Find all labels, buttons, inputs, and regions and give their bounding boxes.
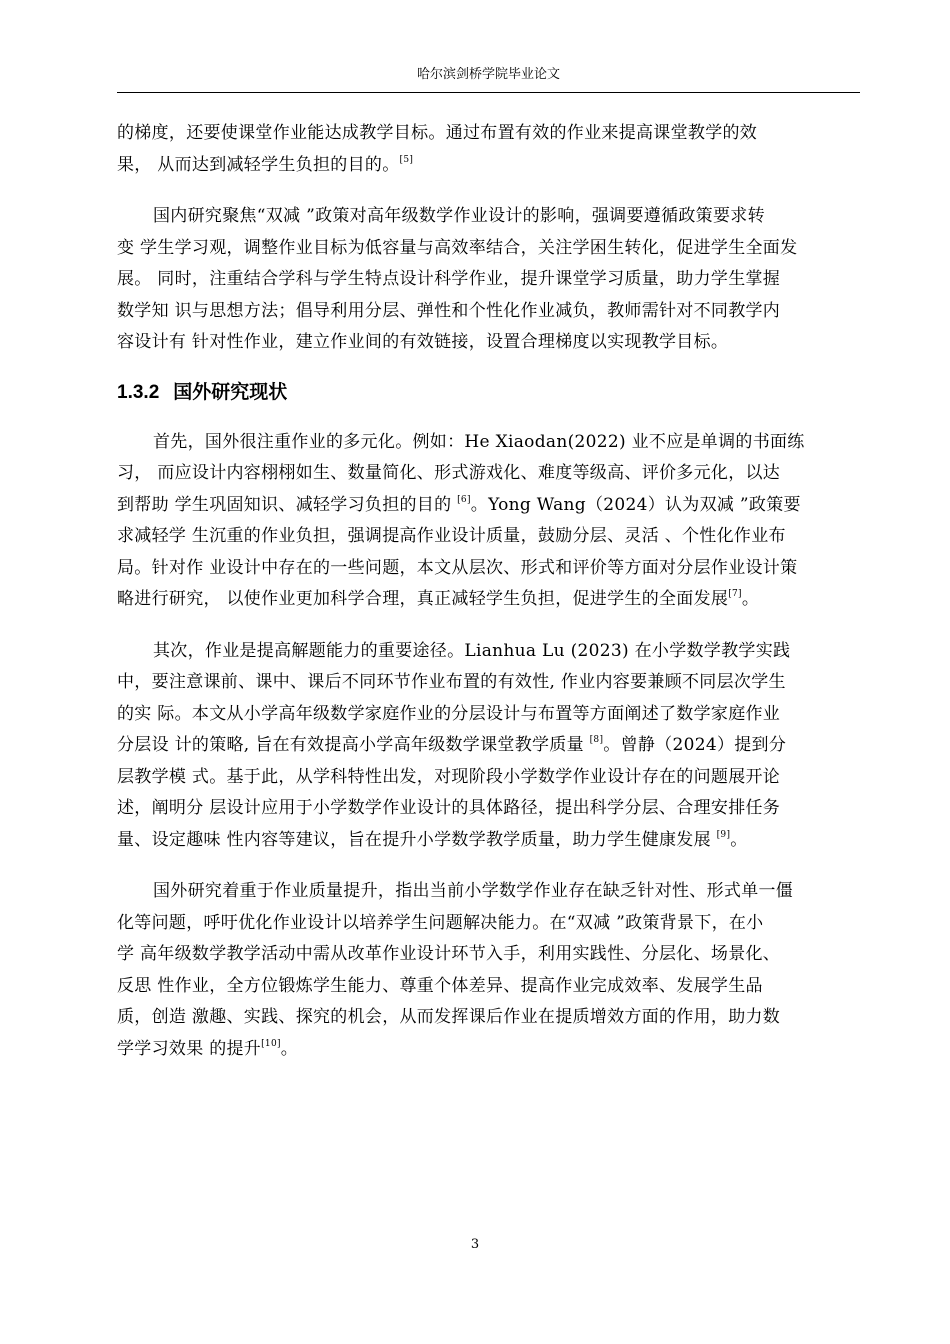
text-line: 层教学模 式。基于此，从学科特性出发，对现阶段小学数学作业设计存在的问题展开论 — [117, 766, 781, 787]
header-title: 哈尔滨剑桥学院毕业论文 — [416, 67, 560, 82]
text-line: 数学知 识与思想方法；倡导利用分层、弹性和个性化作业减负，教师需针对不同教学内 — [117, 300, 781, 321]
citation-ref[interactable]: [8] — [589, 735, 604, 745]
text-line: 反思 性作业，全方位锻炼学生能力、尊重个体差异、提高作业完成效率、发展学生品 — [117, 975, 763, 996]
text-segment: 。 — [280, 1038, 299, 1059]
text-line — [117, 427, 865, 459]
citation-ref[interactable]: [7] — [728, 589, 742, 599]
text-line — [117, 825, 865, 857]
text-segment: 学学习效果 的提升 — [117, 1038, 262, 1059]
text-line: 变 学生学习观，调整作业目标为低容量与高效率结合，关注学困生转化，促进学生全面发 — [117, 237, 798, 258]
text-line: 述，阐明分 层设计应用于小学数学作业设计的具体路径，提出科学分层、合理安排任务 — [117, 798, 781, 818]
text-segment: 略进行研究， 以使作业更加科学合理，真正减轻学生负担，促进学生的全面发展 — [117, 589, 729, 609]
text-line: 质，创造 激趣、实践、探究的机会，从而发挥课后作业在提质增效方面的作用，助力数 — [117, 1007, 781, 1027]
text-line — [117, 1034, 865, 1066]
text-segment: 国内研究聚焦“双减 ”政策对高年级数学作业设计的影响，强调要遵循政策要求转 — [153, 206, 765, 226]
text-segment: 到帮助 学生巩固知识、减轻学习负担的目的 — [117, 494, 458, 515]
text-segment: 。Yong Wang（2024）认为双减 ”政策要 — [470, 494, 801, 515]
text-line — [117, 584, 865, 616]
citation-ref[interactable]: [5] — [399, 154, 414, 165]
text-line: 的实 际。本文从小学高年级数学家庭作业的分层设计与布置等方面阐述了数学家庭作业 — [117, 703, 781, 724]
text-line: 中，要注意课前、课中、课后不同环节作业布置的有效性, 作业内容要兼顾不同层次学生 — [117, 672, 786, 692]
paragraph-domestic-research — [117, 201, 865, 359]
section-heading — [117, 377, 865, 407]
text-line — [117, 636, 865, 668]
text-line: 学 高年级数学教学活动中需从改革作业设计环节入手，利用实践性、分层化、场景化、 — [117, 944, 781, 964]
citation-ref[interactable]: [10] — [261, 1038, 281, 1049]
text-segment: 果， 从而达到减轻学生负担的目的。 — [117, 154, 400, 175]
page-header — [117, 66, 860, 93]
text-line: 习， 而应设计内容栩栩如生、数量简化、形式游戏化、难度等级高、评价多元化，以达 — [117, 463, 781, 483]
text-segment: 。 — [741, 589, 760, 609]
text-segment: 国外研究着重于作业质量提升，指出当前小学数学作业存在缺乏针对性、形式单一僵 — [153, 881, 794, 901]
paragraph-continuation — [117, 118, 865, 181]
page-body — [117, 118, 865, 1065]
paragraph-foreign-summary — [117, 876, 865, 1065]
citation-ref[interactable]: [9] — [716, 829, 731, 840]
citation-ref[interactable]: [6] — [457, 494, 471, 505]
paragraph-foreign-first — [117, 427, 865, 616]
text-segment: 分层设 计的策略, 旨在有效提高小学高年级数学课堂教学质量 — [117, 735, 590, 755]
text-line: 化等问题，呼吁优化作业设计以培养学生问题解决能力。在“双减 ”政策背景下，在小 — [117, 912, 764, 933]
text-segment: 。曾静（2024）提到分 — [603, 735, 787, 755]
text-line: 求减轻学 生沉重的作业负担，强调提高作业设计质量，鼓励分层、灵活 、个性化作业布 — [117, 526, 786, 546]
page-number: 3 — [470, 1237, 480, 1252]
text-line: 的梯度，还要使课堂作业能达成教学目标。通过布置有效的作业来提高课堂教学的效 — [117, 123, 758, 143]
paragraph-foreign-second — [117, 636, 865, 857]
text-line — [117, 876, 865, 908]
text-line — [117, 150, 865, 182]
text-line: 展。 同时，注重结合学科与学生特点设计科学作业，提升课堂学习质量，助力学生掌握 — [117, 269, 781, 289]
text-segment: 其次，作业是提高解题能力的重要途径。Lianhua Lu (2023) 在小学数学教学实践 — [153, 640, 791, 661]
section-title: 国外研究现状 — [173, 380, 288, 403]
text-line: 容设计有 针对性作业，建立作业间的有效链接，设置合理梯度以实现教学目标。 — [117, 332, 729, 352]
text-line — [117, 201, 865, 233]
text-line — [117, 490, 865, 522]
section-number: 1.3.2 — [117, 381, 160, 403]
text-segment: 量、设定趣味 性内容等建议，旨在提升小学数学教学质量，助力学生健康发展 — [117, 829, 717, 850]
text-line: 局。针对作 业设计中存在的一些问题，本文从层次、形式和评价等方面对分层作业设计策 — [117, 557, 798, 578]
text-line — [117, 730, 865, 762]
text-segment: 首先，国外很注重作业的多元化。例如：He Xiaodan(2022) 业不应是单调的书面练 — [153, 431, 805, 452]
text-segment: 。 — [730, 829, 748, 850]
